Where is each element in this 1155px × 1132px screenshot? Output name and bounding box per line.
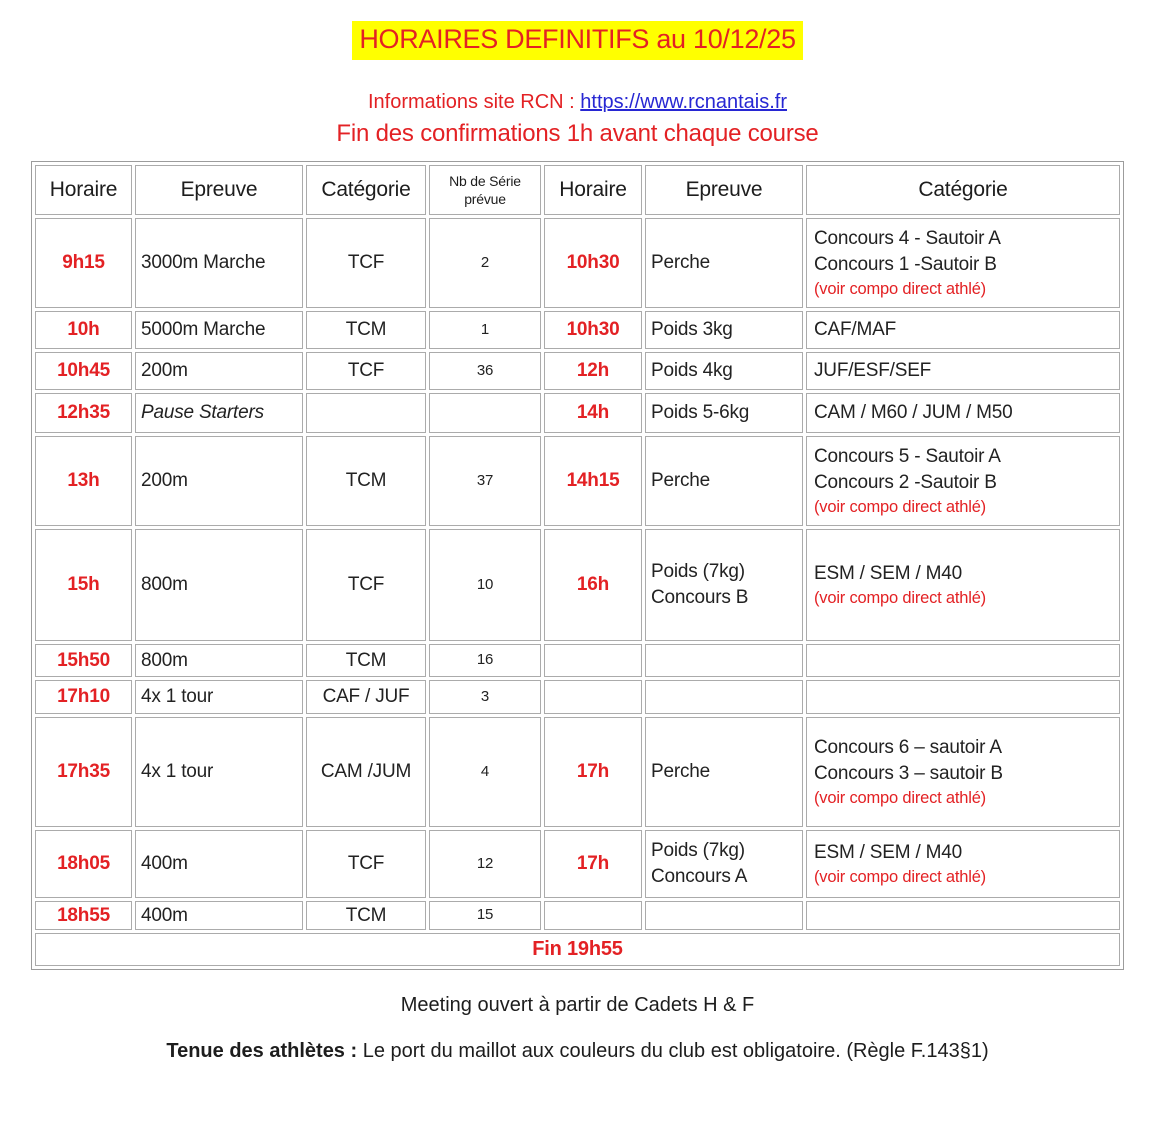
- column-header-0: Horaire: [35, 165, 132, 215]
- horaire-left: [35, 529, 132, 641]
- serie-count: [429, 680, 541, 714]
- meeting-note: Meeting ouvert à partir de Cadets H & F: [400, 994, 755, 1016]
- epreuve-left-text: 4x 1 tour: [141, 761, 214, 783]
- serie-count-text: 15: [476, 906, 494, 924]
- schedule-row: [35, 311, 1120, 349]
- epreuve-right-text: Poids (7kg): [651, 561, 745, 583]
- horaire-right-text: 14h: [576, 402, 610, 424]
- horaire-left: [35, 218, 132, 308]
- epreuve-left-text: 400m: [141, 904, 188, 926]
- epreuve-left-text: 200m: [141, 470, 188, 492]
- categorie-right-text: Concours 1 -Sautoir B: [814, 253, 997, 275]
- epreuve-left-text: 4x 1 tour: [141, 686, 214, 708]
- epreuve-right-text: Perche: [651, 761, 711, 783]
- categorie-right: [806, 644, 1120, 677]
- epreuve-right-text: Poids 4kg: [651, 360, 733, 382]
- horaire-left: [35, 644, 132, 677]
- categorie-left-text: TCF: [347, 360, 385, 382]
- column-header-1: Epreuve: [135, 165, 303, 215]
- categorie-right-text: JUF/ESF/SEF: [814, 360, 932, 382]
- epreuve-right-text: Concours B: [651, 587, 749, 608]
- horaire-left-text: 13h: [67, 470, 100, 492]
- schedule-row: [35, 393, 1120, 433]
- categorie-right: [806, 311, 1120, 349]
- epreuve-left: [135, 393, 303, 433]
- column-header-6: Catégorie: [806, 165, 1120, 215]
- compo-note: (voir compo direct athlé): [814, 497, 986, 516]
- serie-count-text: 36: [476, 361, 494, 379]
- horaire-right: [544, 680, 642, 714]
- header-row: [35, 165, 1120, 215]
- serie-count-text: 2: [480, 253, 490, 271]
- horaire-left: [35, 436, 132, 526]
- compo-note: (voir compo direct athlé): [814, 588, 986, 607]
- column-header-5: Epreuve: [645, 165, 803, 215]
- info-line: [0, 91, 1155, 114]
- categorie-right: [806, 393, 1120, 433]
- compo-note: (voir compo direct athlé): [814, 279, 986, 298]
- categorie-left: [306, 644, 426, 677]
- fin-row: [35, 933, 1120, 966]
- epreuve-left: [135, 436, 303, 526]
- categorie-right: [806, 529, 1120, 641]
- schedule-row: [35, 717, 1120, 827]
- epreuve-right-text: Concours A: [651, 866, 748, 887]
- epreuve-right-text: Perche: [651, 252, 711, 274]
- epreuve-right-text: Perche: [651, 470, 711, 492]
- column-header-3: Nb de Série prévue: [429, 165, 541, 215]
- confirmation-notice: Fin des confirmations 1h avant chaque course: [336, 120, 819, 147]
- serie-count: [429, 311, 541, 349]
- epreuve-right: [645, 717, 803, 827]
- horaire-left-text: 18h05: [57, 853, 110, 875]
- epreuve-left: [135, 644, 303, 677]
- categorie-right: [806, 218, 1120, 308]
- fin-label: Fin 19h55: [35, 933, 1120, 966]
- epreuve-left-text: Pause Starters: [141, 402, 264, 424]
- epreuve-right: [645, 680, 803, 714]
- schedule-row: [35, 680, 1120, 714]
- epreuve-left-text: 800m: [141, 649, 188, 671]
- horaire-right: [544, 311, 642, 349]
- horaire-right: [544, 644, 642, 677]
- serie-count-text: 12: [476, 854, 494, 872]
- epreuve-right: [645, 830, 803, 898]
- schedule-row: [35, 218, 1120, 308]
- epreuve-left-text: 200m: [141, 360, 188, 382]
- horaire-right-text: 14h15: [566, 470, 620, 492]
- epreuve-right-text: Poids 3kg: [651, 319, 733, 341]
- serie-count: [429, 436, 541, 526]
- serie-count: [429, 717, 541, 827]
- schedule-table: [31, 161, 1124, 970]
- horaire-left: [35, 393, 132, 433]
- epreuve-left: [135, 901, 303, 930]
- epreuve-left: [135, 717, 303, 827]
- epreuve-left-text: 5000m Marche: [141, 319, 266, 341]
- categorie-left: [306, 311, 426, 349]
- horaire-right-text: 10h30: [566, 319, 620, 341]
- table-body: [35, 218, 1120, 930]
- serie-count-text: 16: [476, 651, 494, 669]
- horaire-right-text: 12h: [576, 360, 610, 382]
- horaire-left-text: 9h15: [62, 252, 105, 274]
- categorie-left: [306, 901, 426, 930]
- serie-count: [429, 352, 541, 390]
- epreuve-left: [135, 680, 303, 714]
- horaire-left-text: 17h10: [57, 686, 110, 708]
- schedule-row: [35, 644, 1120, 677]
- horaire-right: [544, 717, 642, 827]
- epreuve-right: [645, 393, 803, 433]
- categorie-right: [806, 830, 1120, 898]
- schedule-row: [35, 830, 1120, 898]
- categorie-right-text: CAM / M60 / JUM / M50: [814, 402, 1013, 424]
- categorie-left-text: TCM: [345, 319, 387, 341]
- serie-count-text: 10: [476, 575, 494, 593]
- epreuve-right: [645, 529, 803, 641]
- page-title: HORAIRES DEFINITIFS au 10/12/25: [352, 21, 802, 60]
- horaire-left: [35, 717, 132, 827]
- categorie-right: [806, 680, 1120, 714]
- horaire-right-text: 10h30: [566, 252, 620, 274]
- horaire-left-text: 10h45: [57, 360, 110, 382]
- compo-note: (voir compo direct athlé): [814, 867, 986, 886]
- schedule-row: [35, 436, 1120, 526]
- categorie-left: [306, 529, 426, 641]
- serie-count: [429, 393, 541, 433]
- categorie-left: [306, 393, 426, 433]
- horaire-right: [544, 393, 642, 433]
- categorie-left: [306, 436, 426, 526]
- horaire-left: [35, 680, 132, 714]
- epreuve-right: [645, 311, 803, 349]
- categorie-right: [806, 717, 1120, 827]
- categorie-left-text: TCM: [345, 904, 387, 926]
- horaire-right: [544, 436, 642, 526]
- serie-count-text: 4: [480, 762, 490, 780]
- compo-note: (voir compo direct athlé): [814, 788, 986, 807]
- column-header-4: Horaire: [544, 165, 642, 215]
- categorie-left-text: CAM /JUM: [320, 761, 412, 783]
- epreuve-right-text: Poids 5-6kg: [651, 402, 750, 424]
- categorie-left-text: CAF / JUF: [322, 686, 410, 708]
- categorie-right-text: Concours 6 – sautoir A: [814, 737, 1002, 759]
- serie-count: [429, 644, 541, 677]
- categorie-right: [806, 436, 1120, 526]
- epreuve-right: [645, 218, 803, 308]
- epreuve-left-text: 800m: [141, 574, 188, 596]
- horaire-right: [544, 901, 642, 930]
- schedule-row: [35, 901, 1120, 930]
- horaire-left-text: 17h35: [57, 761, 110, 783]
- table-footer: [35, 933, 1120, 966]
- categorie-left: [306, 352, 426, 390]
- info-label: Informations site RCN :: [367, 91, 581, 113]
- horaire-left: [35, 901, 132, 930]
- horaire-left-text: 15h: [67, 574, 100, 596]
- serie-count: [429, 901, 541, 930]
- categorie-left-text: TCF: [347, 853, 385, 875]
- horaire-right-text: 17h: [576, 853, 610, 875]
- categorie-right: [806, 352, 1120, 390]
- horaire-right: [544, 830, 642, 898]
- schedule-row: [35, 529, 1120, 641]
- serie-count-text: 3: [480, 687, 490, 705]
- serie-count-text: 1: [480, 320, 490, 338]
- epreuve-right: [645, 436, 803, 526]
- horaire-right: [544, 529, 642, 641]
- horaire-right-text: 17h: [576, 761, 610, 783]
- categorie-right: [806, 901, 1120, 930]
- categorie-right-text: Concours 5 - Sautoir A: [814, 446, 1001, 468]
- epreuve-right: [645, 352, 803, 390]
- horaire-left-text: 18h55: [57, 904, 110, 926]
- epreuve-right-text: Poids (7kg): [651, 840, 745, 862]
- horaire-left: [35, 311, 132, 349]
- epreuve-left-text: 400m: [141, 853, 188, 875]
- column-header-2: Catégorie: [306, 165, 426, 215]
- schedule-row: [35, 352, 1120, 390]
- dress-code-text: Le port du maillot aux couleurs du club est obligatoire. (Règle F.143§1): [357, 1040, 989, 1062]
- title-row: [0, 21, 1155, 60]
- categorie-left: [306, 218, 426, 308]
- epreuve-left: [135, 218, 303, 308]
- serie-count: [429, 830, 541, 898]
- categorie-right-text: Concours 3 – sautoir B: [814, 762, 1003, 784]
- categorie-right-text: Concours 2 -Sautoir B: [814, 471, 997, 493]
- categorie-left: [306, 717, 426, 827]
- categorie-left-text: TCF: [347, 574, 385, 596]
- categorie-left-text: TCF: [347, 252, 385, 274]
- epreuve-left: [135, 352, 303, 390]
- rcn-website-link[interactable]: https://www.rcnantais.fr: [580, 91, 788, 113]
- epreuve-right: [645, 901, 803, 930]
- horaire-right-text: 16h: [576, 574, 610, 596]
- categorie-right-text: Concours 4 - Sautoir A: [814, 228, 1001, 250]
- epreuve-right: [645, 644, 803, 677]
- horaire-right: [544, 218, 642, 308]
- dress-code-note: [0, 1040, 1155, 1063]
- categorie-left: [306, 680, 426, 714]
- categorie-left: [306, 830, 426, 898]
- categorie-right-text: ESM / SEM / M40: [814, 842, 962, 864]
- horaire-left-text: 12h35: [57, 402, 110, 424]
- dress-code-lead: Tenue des athlètes :: [166, 1040, 358, 1062]
- horaire-left: [35, 830, 132, 898]
- horaire-left-text: 10h: [67, 319, 100, 341]
- categorie-right-text: ESM / SEM / M40: [814, 563, 962, 585]
- table-header: [35, 165, 1120, 215]
- horaire-left-text: 15h50: [57, 649, 110, 671]
- serie-count-text: 37: [476, 471, 494, 489]
- horaire-right: [544, 352, 642, 390]
- horaire-left: [35, 352, 132, 390]
- epreuve-left-text: 3000m Marche: [141, 252, 266, 274]
- categorie-right-text: CAF/MAF: [814, 319, 896, 341]
- serie-count: [429, 218, 541, 308]
- categorie-left-text: TCM: [345, 649, 387, 671]
- epreuve-left: [135, 529, 303, 641]
- epreuve-left: [135, 311, 303, 349]
- serie-count: [429, 529, 541, 641]
- epreuve-left: [135, 830, 303, 898]
- categorie-left-text: TCM: [345, 470, 387, 492]
